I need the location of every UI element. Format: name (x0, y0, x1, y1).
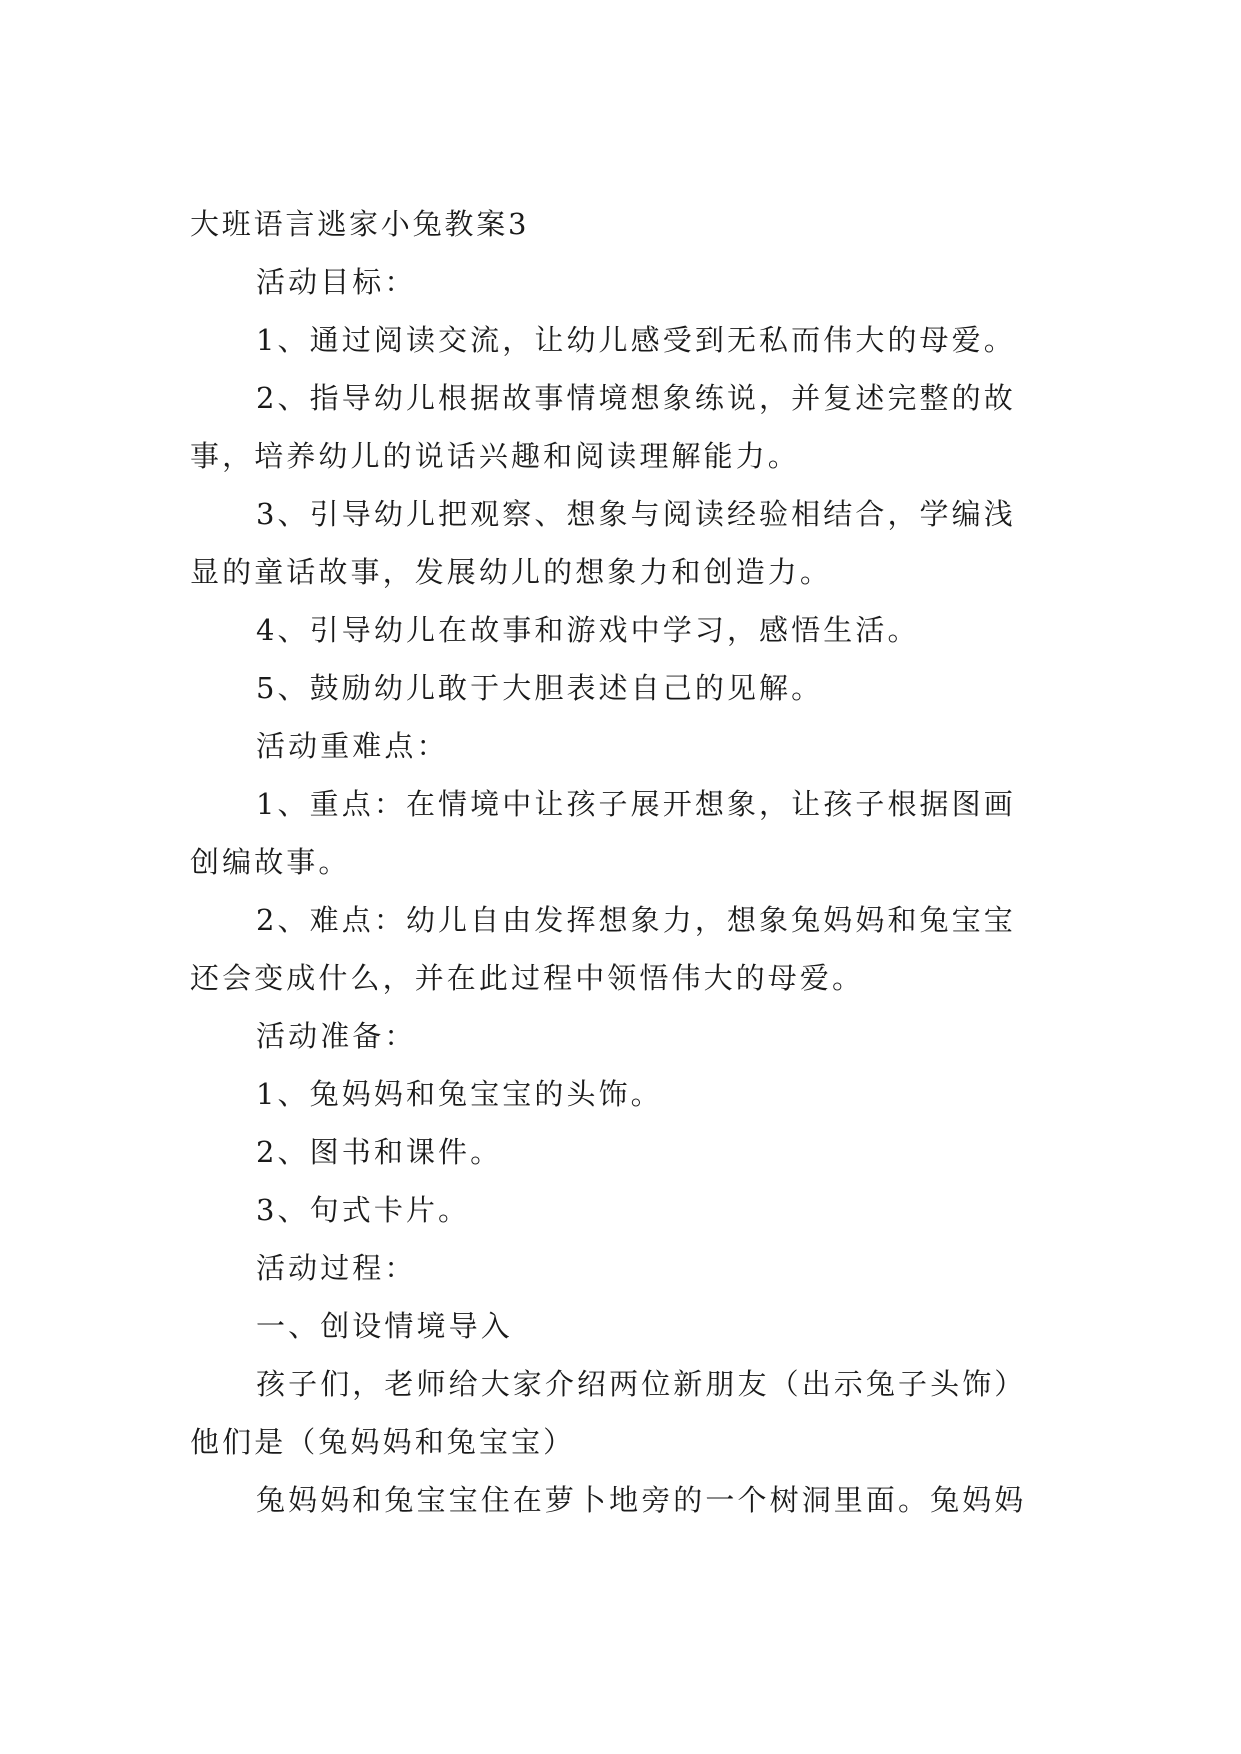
text-line: 兔妈妈和兔宝宝住在萝卜地旁的一个树洞里面。兔妈妈 (256, 1483, 1027, 1517)
document-body (190, 265, 1060, 1517)
text-line: 3、句式卡片。 (256, 1193, 471, 1227)
text-line: 3、引导幼儿把观察、想象与阅读经验相结合，学编浅 (256, 497, 1016, 531)
text-line: 还会变成什么，并在此过程中领悟伟大的母爱。 (190, 961, 865, 995)
text-line: 1、通过阅读交流，让幼儿感受到无私而伟大的母爱。 (256, 323, 1016, 357)
document-page (190, 207, 1060, 1544)
text-line: 2、图书和课件。 (256, 1135, 503, 1169)
text-line: 活动目标： (256, 265, 417, 299)
text-line: 他们是（兔妈妈和兔宝宝） (190, 1425, 576, 1459)
text-line: 活动过程： (256, 1251, 417, 1285)
document-title: 大班语言逃家小兔教案3 (190, 207, 530, 241)
text-line: 孩子们，老师给大家介绍两位新朋友（出示兔子头饰） (256, 1367, 1027, 1401)
text-line: 显的童话故事，发展幼儿的想象力和创造力。 (190, 555, 833, 589)
text-line: 一、创设情境导入 (256, 1309, 513, 1343)
text-line: 5、鼓励幼儿敢于大胆表述自己的见解。 (256, 671, 824, 705)
text-line: 活动准备： (256, 1019, 417, 1053)
text-line: 4、引导幼儿在故事和游戏中学习，感悟生活。 (256, 613, 920, 647)
text-line: 事，培养幼儿的说话兴趣和阅读理解能力。 (190, 439, 800, 473)
text-line: 2、指导幼儿根据故事情境想象练说，并复述完整的故 (256, 381, 1016, 415)
text-line: 1、兔妈妈和兔宝宝的头饰。 (256, 1077, 663, 1111)
text-line: 1、重点：在情境中让孩子展开想象，让孩子根据图画 (256, 787, 1016, 821)
text-line: 创编故事。 (190, 845, 351, 879)
text-line: 2、难点：幼儿自由发挥想象力，想象兔妈妈和兔宝宝 (256, 903, 1016, 937)
text-line: 活动重难点： (256, 729, 449, 763)
